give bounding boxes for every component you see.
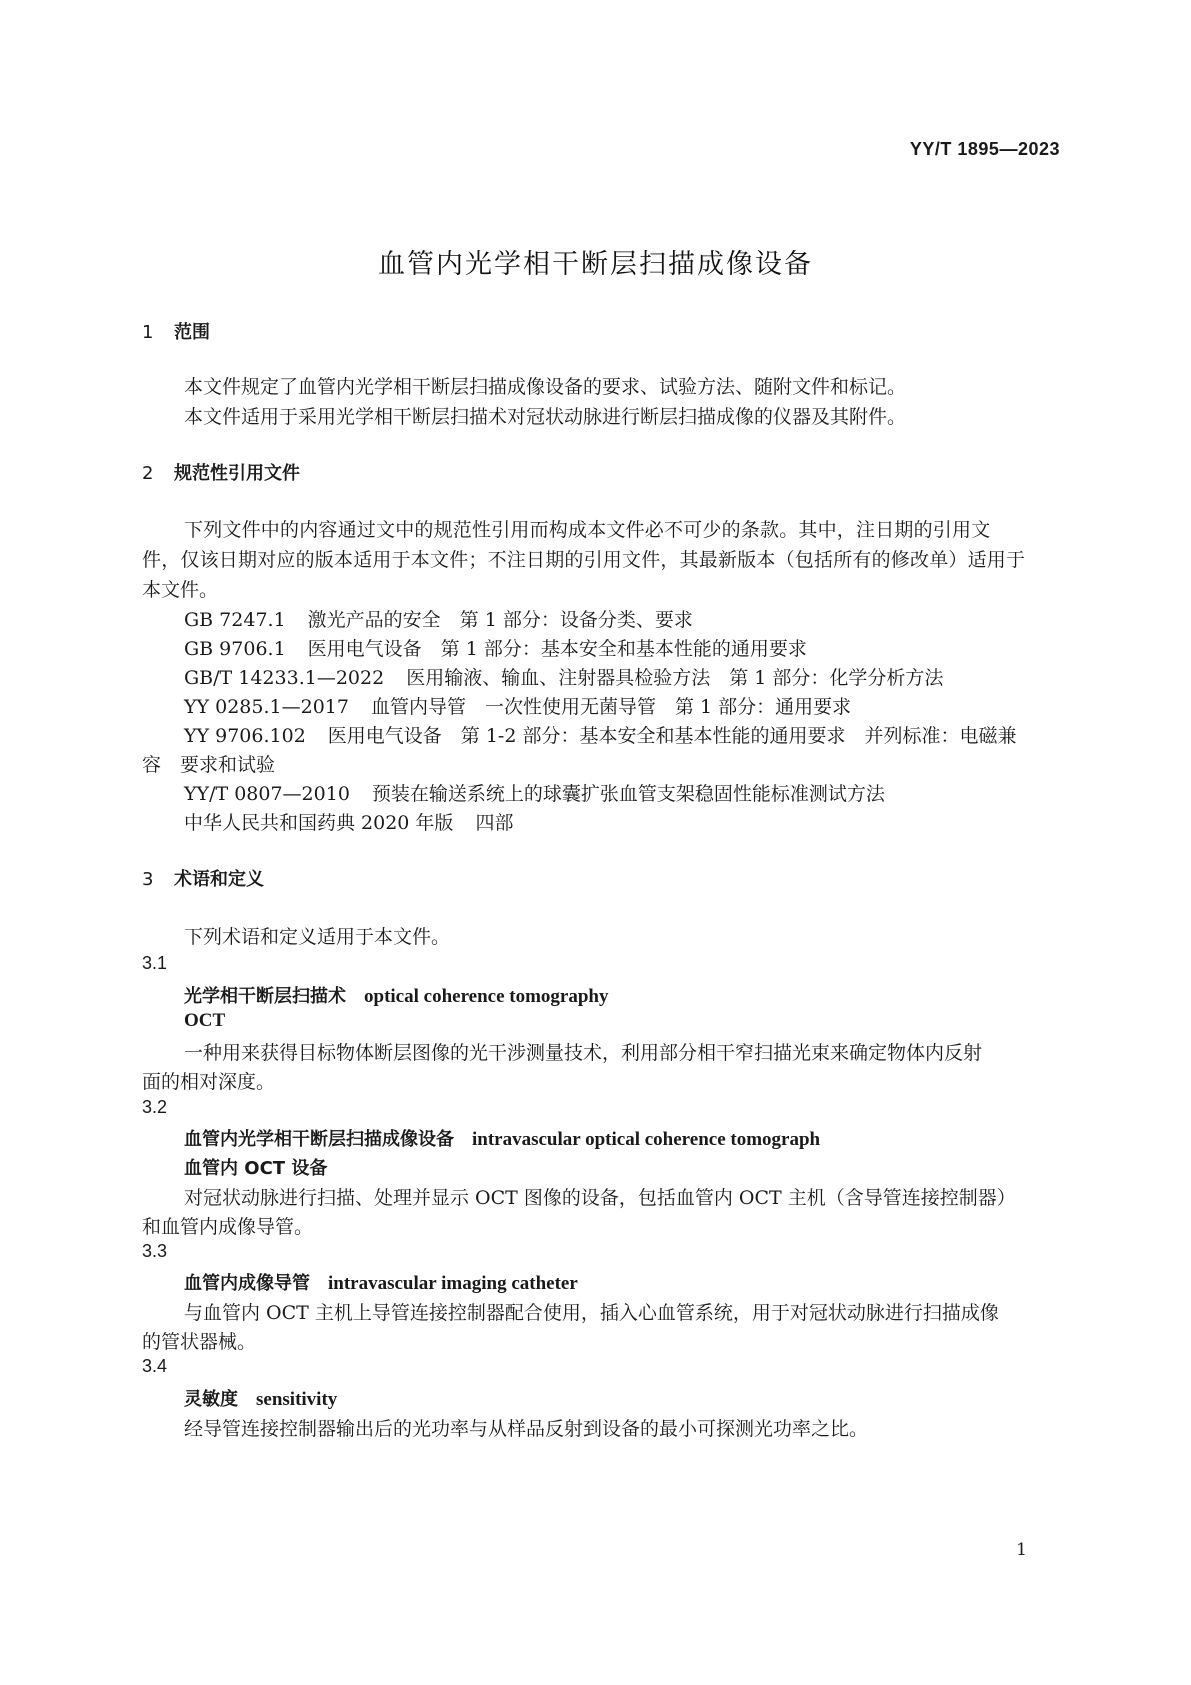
normative-intro-line-1: 下列文件中的内容通过文中的规范性引用而构成本文件必不可少的条款。其中，注日期的引用文 [184, 519, 991, 541]
reference-item: 中华人民共和国药典 2020 年版 四部 [184, 812, 514, 834]
section-heading-terms: 3 术语和定义 [142, 869, 264, 890]
term-heading: 灵敏度 sensitivity [184, 1389, 338, 1410]
scope-paragraph-2: 本文件适用于采用光学相干断层扫描术对冠状动脉进行断层扫描成像的仪器及其附件。 [184, 406, 907, 428]
reference-item: GB/T 14233.1—2022 医用输液、输血、注射器具检验方法 第 1 部分：化学分析方法 [184, 667, 944, 689]
term-definition-line-1: 一种用来获得目标物体断层图像的光干涉测量技术，利用部分相干窄扫描光束来确定物体内反射 [184, 1042, 983, 1064]
normative-intro-line-3: 本文件。 [142, 579, 219, 601]
term-definition-line-1: 对冠状动脉进行扫描、处理并显示 OCT 图像的设备，包括血管内 OCT 主机（含导管连接控制器） [184, 1187, 1016, 1209]
reference-item: YY 0285.1—2017 血管内导管 一次性使用无菌导管 第 1 部分：通用要求 [184, 696, 852, 718]
standard-code: YY/T 1895—2023 [909, 139, 1060, 159]
term-heading: 血管内成像导管 intravascular imaging catheter [184, 1273, 578, 1294]
term-heading: 血管内光学相干断层扫描成像设备 intravascular optical coherence tomograph [184, 1129, 821, 1150]
reference-item: YY 9706.102 医用电气设备 第 1-2 部分：基本安全和基本性能的通用要求 并列标准：电磁兼 [184, 725, 1017, 747]
terms-intro: 下列术语和定义适用于本文件。 [184, 926, 451, 948]
term-abbreviation: 血管内 OCT 设备 [184, 1158, 328, 1179]
section-heading-normative: 2 规范性引用文件 [142, 463, 300, 484]
scope-paragraph-1: 本文件规定了血管内光学相干断层扫描成像设备的要求、试验方法、随附文件和标记。 [184, 376, 907, 398]
term-abbreviation: OCT [184, 1010, 226, 1031]
term-definition-line-2: 和血管内成像导管。 [142, 1216, 314, 1238]
term-definition-line-1: 与血管内 OCT 主机上导管连接控制器配合使用，插入心血管系统，用于对冠状动脉进行扫描成像 [184, 1302, 999, 1324]
term-number: 3.1 [142, 953, 168, 973]
reference-item-continuation: 容 要求和试验 [142, 754, 276, 776]
term-definition-line-2: 的管状器械。 [142, 1331, 257, 1353]
reference-item: GB 9706.1 医用电气设备 第 1 部分：基本安全和基本性能的通用要求 [184, 638, 807, 660]
term-number: 3.2 [142, 1097, 168, 1117]
term-definition-line-2: 面的相对深度。 [142, 1071, 276, 1093]
normative-intro-line-2: 件，仅该日期对应的版本适用于本文件；不注日期的引用文件，其最新版本（包括所有的修改单）适用于 [142, 549, 1026, 571]
document-title: 血管内光学相干断层扫描成像设备 [378, 249, 813, 280]
term-number: 3.3 [142, 1241, 168, 1261]
term-number: 3.4 [142, 1356, 168, 1376]
page-number: 1 [1016, 1540, 1027, 1560]
reference-item: GB 7247.1 激光产品的安全 第 1 部分：设备分类、要求 [184, 609, 693, 631]
section-heading-scope: 1 范围 [142, 322, 210, 343]
term-definition-line-1: 经导管连接控制器输出后的光功率与从样品反射到设备的最小可探测光功率之比。 [184, 1418, 869, 1440]
term-heading: 光学相干断层扫描术 optical coherence tomography [184, 986, 609, 1007]
reference-item: YY/T 0807—2010 预装在输送系统上的球囊扩张血管支架稳固性能标准测试方法 [184, 783, 885, 805]
